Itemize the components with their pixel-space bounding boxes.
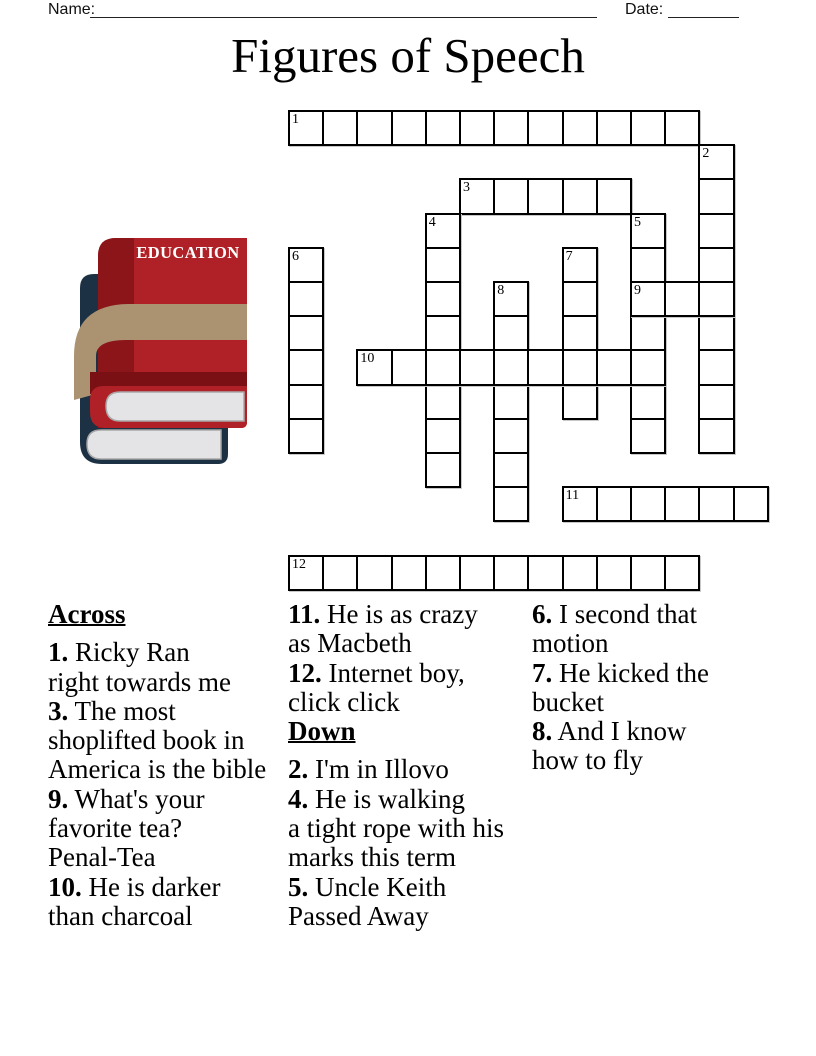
clue-7-line-1: 7. He kicked the [532,657,709,688]
clue-9-line-1: 9. What's your [48,783,205,814]
clue-heading-down: Down [288,716,356,747]
grid-cell-r8-c6[interactable] [493,384,529,420]
grid-cell-r0-c0[interactable] [288,110,324,146]
clue-5-line-2: Passed Away [288,900,429,931]
grid-cell-r11-c9[interactable] [596,486,632,522]
grid-cell-r9-c12[interactable] [698,418,734,454]
clue-11-line-2: as Macbeth [288,628,412,659]
clue-number-3: 3 [463,180,470,196]
grid-cell-r13-c6[interactable] [493,555,529,591]
grid-cell-r4-c12[interactable] [698,247,734,283]
grid-cell-r7-c0[interactable] [288,349,324,385]
grid-cell-r0-c10[interactable] [630,110,666,146]
grid-cell-r0-c6[interactable] [493,110,529,146]
grid-cell-r9-c10[interactable] [630,418,666,454]
grid-cell-r3-c12[interactable] [698,213,734,249]
grid-cell-r8-c8[interactable] [562,384,598,420]
clue-number-12: 12 [292,556,306,572]
grid-cell-r0-c7[interactable] [527,110,563,146]
clue-number-7: 7 [565,248,573,264]
grid-cell-r11-c6[interactable] [493,486,529,522]
grid-cell-r9-c6[interactable] [493,418,529,454]
grid-cell-r13-c5[interactable] [459,555,495,591]
clue-6-line-1: 6. I second that [532,599,697,629]
grid-cell-r2-c5[interactable] [459,178,495,214]
grid-cell-r0-c8[interactable] [562,110,598,146]
name-blank-line [90,1,597,18]
grid-cell-r7-c3[interactable] [391,349,427,385]
clue-6 [532,600,782,659]
grid-cell-r6-c12[interactable] [698,315,734,351]
clue-6-line-2: motion [532,628,609,659]
grid-cell-r9-c0[interactable] [288,418,324,454]
grid-cell-r13-c3[interactable] [391,555,427,591]
clue-10-line-2: than charcoal [48,900,193,931]
clue-8-line-2: how to fly [532,745,643,776]
grid-cell-r0-c11[interactable] [664,110,700,146]
grid-cell-r2-c12[interactable] [698,178,734,214]
grid-cell-r11-c13[interactable] [733,486,769,522]
book-cover-title: EDUCATION [136,243,240,262]
grid-cell-r0-c3[interactable] [391,110,427,146]
clue-column-1 [48,600,298,931]
clue-7-line-2: bucket [532,686,604,717]
clue-2 [288,755,538,784]
grid-cell-r13-c8[interactable] [562,555,598,591]
clue-9 [48,785,298,873]
grid-cell-r6-c0[interactable] [288,315,324,351]
grid-cell-r13-c4[interactable] [425,555,461,591]
grid-cell-r5-c4[interactable] [425,281,461,317]
clue-3 [48,697,298,785]
grid-cell-r8-c4[interactable] [425,384,461,420]
clue-4 [288,785,538,873]
grid-cell-r4-c8[interactable] [562,247,598,283]
clue-heading-across: Across [48,599,126,629]
grid-cell-r11-c10[interactable] [630,486,666,522]
grid-cell-r0-c4[interactable] [425,110,461,146]
navy-book-pages [87,430,221,459]
grid-cell-r2-c8[interactable] [562,178,598,214]
grid-cell-r13-c1[interactable] [322,555,358,591]
grid-cell-r1-c12[interactable] [698,144,734,180]
grid-cell-r9-c4[interactable] [425,418,461,454]
grid-cell-r5-c11[interactable] [664,281,700,317]
clue-9-line-2: favorite tea? [48,813,183,844]
grid-cell-r0-c2[interactable] [356,110,392,146]
clue-3-line-1: 3. The most [48,695,176,726]
education-books-illustration [56,228,256,473]
page-title: Figures of Speech [231,28,585,83]
grid-cell-r5-c12[interactable] [698,281,734,317]
grid-cell-r4-c4[interactable] [425,247,461,283]
clue-1-line-2: right towards me [48,666,231,697]
grid-cell-r5-c0[interactable] [288,281,324,317]
clue-number-10: 10 [360,351,375,367]
clue-9-line-3: Penal-Tea [48,842,156,873]
grid-cell-r13-c10[interactable] [630,555,666,591]
clue-1-line-1: 1. Ricky Ran [48,637,190,668]
grid-cell-r4-c10[interactable] [630,247,666,283]
clue-3-line-3: America is the bible [48,754,267,785]
grid-cell-r13-c7[interactable] [527,555,563,591]
grid-cell-r10-c4[interactable] [425,452,461,488]
grid-cell-r7-c4[interactable] [425,349,461,385]
clue-12-line-2: click click [288,686,400,717]
grid-cell-r7-c12[interactable] [698,349,734,385]
grid-cell-r8-c0[interactable] [288,384,324,420]
grid-cell-r10-c6[interactable] [493,452,529,488]
clue-number-8: 8 [497,283,505,298]
grid-cell-r7-c6[interactable] [493,349,529,385]
clue-5 [288,873,538,932]
clue-column-2 [288,600,538,931]
clue-number-4: 4 [428,214,436,230]
clue-4-line-3: marks this term [288,842,456,873]
grid-cell-r7-c5[interactable] [459,349,495,385]
grid-cell-r2-c7[interactable] [527,178,563,214]
clue-5-line-1: 5. Uncle Keith [288,871,447,902]
grid-cell-r8-c10[interactable] [630,384,666,420]
clue-11 [288,600,538,659]
grid-cell-r7-c7[interactable] [527,349,563,385]
grid-cell-r0-c1[interactable] [322,110,358,146]
clue-number-9: 9 [634,283,641,298]
clue-number-6: 6 [292,248,299,264]
clue-8-line-1: 8. And I know [532,716,687,747]
clue-12-line-1: 12. Internet boy, [288,657,465,688]
grid-cell-r5-c6[interactable] [493,281,529,317]
grid-cell-r11-c11[interactable] [664,486,700,522]
clue-column-3 [532,600,782,776]
grid-cell-r6-c10[interactable] [630,315,666,351]
grid-cell-r6-c4[interactable] [425,315,461,351]
grid-cell-r13-c9[interactable] [596,555,632,591]
grid-cell-r11-c12[interactable] [698,486,734,522]
grid-cell-r5-c8[interactable] [562,281,598,317]
clue-7 [532,659,782,718]
clue-3-line-2: shoplifted book in [48,725,245,756]
clue-number-1: 1 [292,112,299,127]
grid-cell-r7-c2[interactable] [356,349,392,385]
clue-12 [288,659,538,718]
clue-10-line-1: 10. He is darker [48,871,221,902]
grid-cell-r2-c6[interactable] [493,178,529,214]
date-label: Date: [625,1,664,18]
grid-cell-r3-c4[interactable] [425,213,461,249]
grid-cell-r0-c5[interactable] [459,110,495,146]
clue-11-line-1: 11. He is as crazy [288,599,478,629]
grid-cell-r13-c2[interactable] [356,555,392,591]
clue-10 [48,873,298,932]
grid-cell-r6-c8[interactable] [562,315,598,351]
grid-cell-r8-c12[interactable] [698,384,734,420]
grid-cell-r2-c9[interactable] [596,178,632,214]
grid-cell-r7-c9[interactable] [596,349,632,385]
grid-cell-r13-c11[interactable] [664,555,700,591]
clue-4-line-1: 4. He is walking [288,783,465,814]
clue-number-5: 5 [634,214,641,230]
clue-4-line-2: a tight rope with his [288,813,504,844]
grid-cell-r7-c8[interactable] [562,349,598,385]
grid-cell-r0-c9[interactable] [596,110,632,146]
clue-number-2: 2 [702,146,710,162]
grid-cell-r4-c0[interactable] [288,247,324,283]
grid-cell-r11-c8[interactable] [562,486,598,522]
grid-cell-r6-c6[interactable] [493,315,529,351]
grid-cell-r7-c10[interactable] [630,349,666,385]
grid-cell-r13-c0[interactable] [288,555,324,591]
grid-cell-r3-c10[interactable] [630,213,666,249]
grid-cell-r5-c10[interactable] [630,281,666,317]
red-book-pages [106,392,244,421]
clue-8 [532,717,782,776]
name-label: Name: [48,1,96,18]
clue-1 [48,638,298,697]
clue-number-11: 11 [565,488,580,504]
clue-2-line-1: 2. I'm in Illovo [288,754,449,785]
date-blank-line [668,1,739,18]
